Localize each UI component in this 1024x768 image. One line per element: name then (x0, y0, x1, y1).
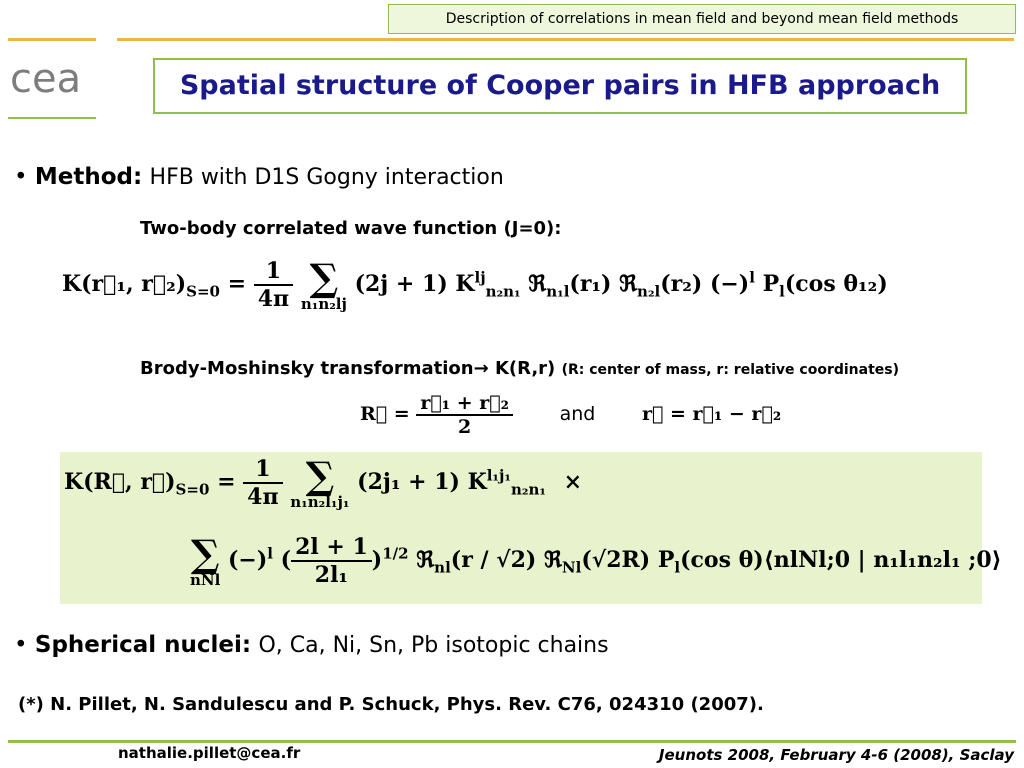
eq2-radial-Nl: ℜ (543, 547, 562, 573)
logo-text: cea (10, 56, 82, 102)
eq2-times: × (563, 469, 583, 495)
eq1-sign: (−) (709, 271, 750, 297)
eq1-sum-sub: n₁n₂lj (300, 294, 347, 313)
eq1-radial-1: ℜ (528, 271, 547, 297)
eq2-k-sub: n₂n₁ (510, 480, 546, 499)
bullet-glyph: • (14, 632, 28, 658)
top-rule-left (8, 38, 96, 41)
eq1-sum (300, 254, 347, 313)
method-text: HFB with D1S Gogny interaction (149, 165, 504, 190)
def-R-num: r⃗₁ + r⃗₂ (416, 392, 513, 416)
eq2-sign-sup: l (267, 544, 273, 563)
def-r: r⃗ = r⃗₁ − r⃗₂ (641, 403, 782, 425)
reference: (*) N. Pillet, N. Sandulescu and P. Schuck, Phys. Rev. C76, 024310 (2007). (18, 694, 764, 715)
eq1-r2-arg: (r₂) (660, 271, 703, 297)
eq2-power: 1/2 (382, 544, 409, 563)
spherical-text: O, Ca, Ni, Sn, Pb isotopic chains (258, 633, 609, 658)
eq2-rnl-sub: nl (434, 558, 451, 577)
eq2-k-sup: l₁j₁ (486, 466, 511, 485)
slide-title: Spatial structure of Cooper pairs in HFB approach (153, 58, 967, 114)
eq1-radial-2: ℜ (619, 271, 638, 297)
definitions (360, 392, 781, 438)
eq2-paren-open: ( (280, 547, 292, 573)
eq1-sign-sup: l (749, 268, 755, 287)
def-R-lhs: R⃗ = (360, 403, 410, 425)
sum-symbol-icon: ∑ (309, 254, 339, 300)
equation-1 (62, 254, 888, 313)
eq2-frac-num: 1 (243, 456, 282, 484)
eq2-sign: (−) (228, 547, 268, 573)
eq1-r1-arg: (r₁) (569, 271, 612, 297)
method-label: Method: (34, 164, 143, 190)
eq2-lhs-sub: S=0 (175, 480, 210, 499)
spherical-bullet (14, 630, 609, 661)
sum-symbol-icon: ∑ (305, 452, 335, 498)
eq1-term1: (2j + 1) K (354, 271, 475, 297)
eq2-equals: = (217, 469, 236, 495)
eq2-RNl-sub: Nl (561, 558, 582, 577)
eq2-sum2-sub: nNl (190, 570, 221, 589)
sum-symbol-icon: ∑ (190, 530, 220, 576)
eq2-term1: (2j₁ + 1) K (357, 469, 487, 495)
eq2-sum (290, 452, 350, 511)
equation-2-line-1 (64, 452, 583, 511)
eq1-r2-sub: n₂l (637, 282, 661, 301)
def-R-den: 2 (458, 416, 472, 438)
eq1-lhs: K(r⃗₁, r⃗₂) (62, 271, 187, 297)
eq1-frac-num: 1 (254, 258, 293, 286)
brody-line (140, 358, 899, 379)
footer-event: Jeunots 2008, February 4-6 (2008), Saclay (658, 746, 1014, 764)
footer-rule (8, 740, 1016, 743)
eq2-pl-sub: l (674, 558, 681, 577)
eq1-legendre-sub: l (779, 282, 785, 301)
bullet-glyph: • (14, 164, 28, 190)
eq1-legendre: P (762, 271, 780, 297)
cea-logo-mark (8, 56, 98, 102)
eq1-r1-sub: n₁l (546, 282, 570, 301)
eq2-fraction (243, 456, 282, 510)
header-banner: Description of correlations in mean field and beyond mean field methods (388, 4, 1016, 34)
eq2-frac2-den: 2l₁ (314, 562, 349, 588)
eq2-frac-den: 4π (247, 484, 279, 510)
logo-underline (8, 117, 96, 119)
def-and: and (559, 403, 596, 425)
eq2-lhs: K(R⃗, r⃗) (64, 469, 176, 495)
cea-logo (8, 56, 98, 102)
eq2-rnl-arg: (r / √2) (450, 547, 537, 573)
footer-email[interactable]: nathalie.pillet@cea.fr (118, 744, 301, 762)
eq2-fraction-2 (291, 534, 372, 588)
eq1-equals: = (227, 271, 247, 297)
wavefunction-heading: Two-body correlated wave function (J=0): (140, 218, 562, 239)
top-rule-right (117, 38, 1014, 41)
method-bullet (14, 162, 504, 193)
eq2-frac2-num: 2l + 1 (291, 534, 372, 562)
brody-text: Brody-Moshinsky transformation→ K(R,r) (140, 358, 556, 379)
eq1-lhs-sub: S=0 (186, 282, 220, 301)
eq2-tail: (cos θ)⟨nlNl;0 | n₁l₁n₂l₁ ;0⟩ (680, 547, 1002, 573)
eq2-paren-close: ) (371, 547, 383, 573)
eq1-fraction (254, 258, 293, 312)
eq2-sum-sub: n₁n₂l₁j₁ (290, 492, 350, 511)
eq2-RNl-arg: (√2R) P (581, 547, 675, 573)
def-R-fraction (416, 392, 513, 438)
equation-2-line-2 (190, 530, 1002, 589)
eq1-frac-den: 4π (257, 286, 290, 312)
eq2-radial-nl: ℜ (416, 547, 435, 573)
eq1-legendre-arg: (cos θ₁₂) (784, 271, 888, 297)
eq1-k-sup: lj (474, 268, 486, 287)
eq2-sum-2 (190, 530, 221, 589)
spherical-label: Spherical nuclei: (34, 632, 252, 658)
brody-note: (R: center of mass, r: relative coordinates) (561, 362, 900, 378)
eq1-k-sub: n₂n₁ (485, 282, 521, 301)
